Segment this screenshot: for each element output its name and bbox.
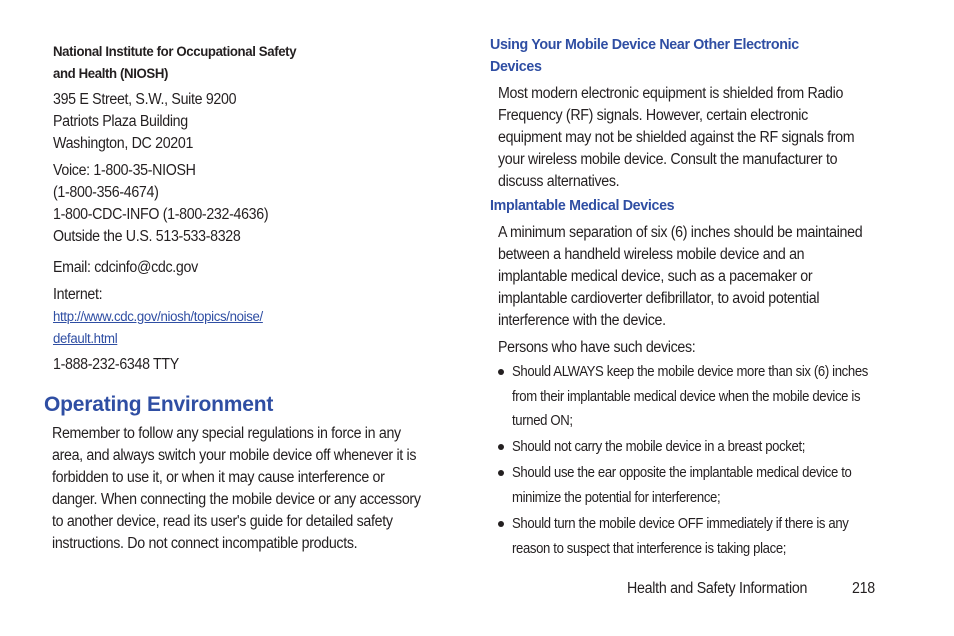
tty-number: 1-888-232-6348 TTY: [53, 356, 179, 373]
heading-nearby-electronics: Using Your Mobile Device Near Other Electronic Devices: [490, 36, 799, 75]
bullet-icon: [498, 369, 504, 375]
bullet-icon: [498, 521, 504, 527]
internet-link-line[interactable]: default.html: [53, 331, 118, 347]
bullet-icon: [498, 444, 504, 450]
para-rf-shielding: Most modern electronic equipment is shielded from Radio Frequency (RF) signals. However, certain electronic equipment may not be shielded against the RF signals from your wireless mobile device. Consult the manufacturer to discuss alternatives.: [498, 85, 855, 190]
org-name: National Institute for Occupational Safety and Health (NIOSH): [53, 44, 297, 82]
email: Email: cdcinfo@cdc.gov: [53, 259, 198, 276]
section-body: Remember to follow any special regulations in force in any area, and always switch your mobile device off whenever it is forbidden to use it, or when it may cause interference or danger. When connecting the mobile device or any accessory to another device, read its user's guide for detailed safety instructions. Do not connect incompatible products.: [52, 425, 421, 552]
section-title: Operating Environment: [44, 393, 274, 416]
bullet-icon: [498, 470, 504, 476]
footer-section-name: Health and Safety Information: [627, 580, 808, 597]
phone-numbers: Voice: 1-800-35-NIOSH (1-800-356-4674) 1-800-CDC-INFO (1-800-232-4636) Outside the U.S. 513-533-8328: [53, 162, 269, 245]
heading-implantable-devices: Implantable Medical Devices: [490, 197, 675, 214]
internet-link[interactable]: [53, 306, 263, 350]
internet-link-line[interactable]: http://www.cdc.gov/niosh/topics/noise/: [53, 309, 263, 325]
para-implantable: A minimum separation of six (6) inches should be maintained between a handheld wireless mobile device and an implantable medical device, such as a pacemaker or implantable cardioverter defibrillator, to avoid potential interference with the device.: [498, 224, 863, 329]
page-number: 218: [852, 580, 875, 597]
address: 395 E Street, S.W., Suite 9200 Patriots Plaza Building Washington, DC 20201: [53, 91, 237, 152]
internet-label: Internet:: [53, 286, 103, 303]
persons-intro: Persons who have such devices:: [498, 339, 696, 356]
